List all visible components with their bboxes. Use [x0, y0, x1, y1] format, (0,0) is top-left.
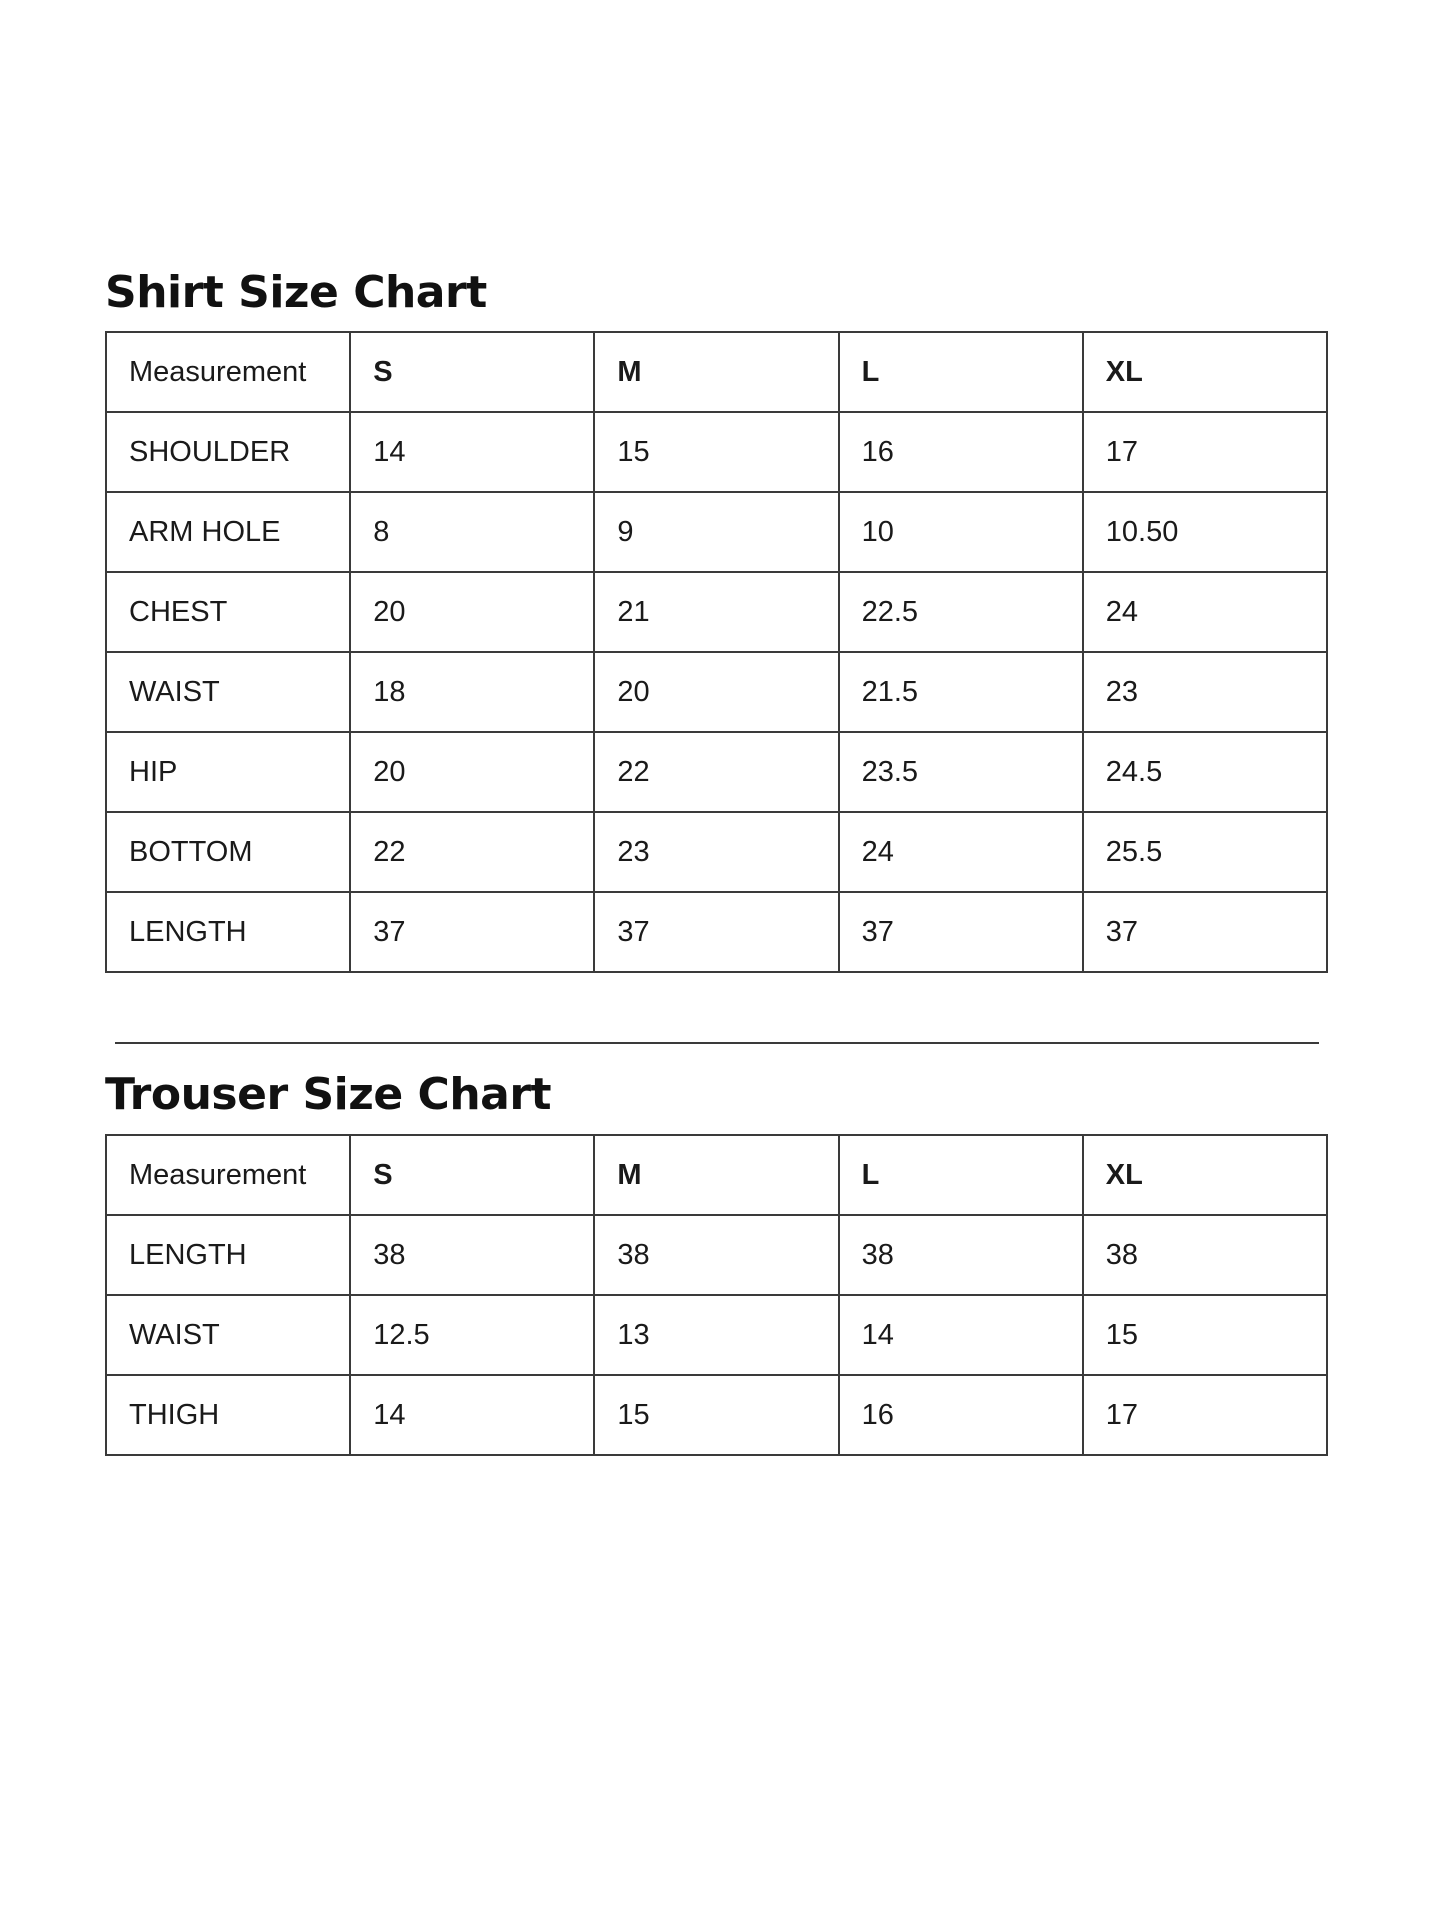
size-value-l: 14 — [839, 1295, 1083, 1375]
header-size-m: M — [594, 1135, 838, 1215]
size-value-m: 9 — [594, 492, 838, 572]
measurement-label: ARM HOLE — [106, 492, 350, 572]
measurement-label: HIP — [106, 732, 350, 812]
header-measurement: Measurement — [106, 1135, 350, 1215]
size-value-m: 23 — [594, 812, 838, 892]
header-measurement: Measurement — [106, 332, 350, 412]
size-value-l: 21.5 — [839, 652, 1083, 732]
measurement-label: SHOULDER — [106, 412, 350, 492]
size-value-xl: 23 — [1083, 652, 1327, 732]
size-value-xl: 15 — [1083, 1295, 1327, 1375]
table-row — [106, 412, 1327, 492]
size-value-m: 15 — [594, 1375, 838, 1455]
table-row — [106, 572, 1327, 652]
size-value-s: 12.5 — [350, 1295, 594, 1375]
size-value-m: 22 — [594, 732, 838, 812]
size-value-xl: 24.5 — [1083, 732, 1327, 812]
table-row — [106, 892, 1327, 972]
header-size-s: S — [350, 332, 594, 412]
table-row — [106, 1215, 1327, 1295]
trouser-size-table — [105, 1134, 1328, 1456]
size-value-s: 18 — [350, 652, 594, 732]
table-header-row — [106, 1135, 1327, 1215]
size-value-xl: 24 — [1083, 572, 1327, 652]
size-value-xl: 10.50 — [1083, 492, 1327, 572]
measurement-label: WAIST — [106, 1295, 350, 1375]
size-value-l: 10 — [839, 492, 1083, 572]
size-value-m: 15 — [594, 412, 838, 492]
header-size-l: L — [839, 332, 1083, 412]
table-row — [106, 1295, 1327, 1375]
size-value-s: 8 — [350, 492, 594, 572]
size-value-l: 22.5 — [839, 572, 1083, 652]
size-value-l: 16 — [839, 412, 1083, 492]
size-value-s: 22 — [350, 812, 594, 892]
size-value-m: 20 — [594, 652, 838, 732]
size-value-s: 20 — [350, 572, 594, 652]
header-size-xl: XL — [1083, 1135, 1327, 1215]
table-header-row — [106, 332, 1327, 412]
size-value-m: 38 — [594, 1215, 838, 1295]
shirt-chart-title: Shirt Size Chart — [105, 267, 487, 318]
size-value-l: 37 — [839, 892, 1083, 972]
size-value-m: 37 — [594, 892, 838, 972]
size-value-l: 16 — [839, 1375, 1083, 1455]
header-size-xl: XL — [1083, 332, 1327, 412]
size-value-m: 13 — [594, 1295, 838, 1375]
trouser-chart-title: Trouser Size Chart — [105, 1069, 552, 1120]
size-value-s: 14 — [350, 1375, 594, 1455]
section-divider — [115, 1042, 1319, 1044]
size-value-xl: 25.5 — [1083, 812, 1327, 892]
table-row — [106, 652, 1327, 732]
size-value-s: 37 — [350, 892, 594, 972]
size-value-xl: 37 — [1083, 892, 1327, 972]
size-value-xl: 38 — [1083, 1215, 1327, 1295]
size-value-s: 38 — [350, 1215, 594, 1295]
table-row — [106, 732, 1327, 812]
size-value-m: 21 — [594, 572, 838, 652]
measurement-label: THIGH — [106, 1375, 350, 1455]
measurement-label: LENGTH — [106, 1215, 350, 1295]
header-size-m: M — [594, 332, 838, 412]
size-value-xl: 17 — [1083, 412, 1327, 492]
measurement-label: LENGTH — [106, 892, 350, 972]
size-value-s: 14 — [350, 412, 594, 492]
table-row — [106, 812, 1327, 892]
header-size-s: S — [350, 1135, 594, 1215]
size-value-l: 38 — [839, 1215, 1083, 1295]
size-value-l: 24 — [839, 812, 1083, 892]
shirt-size-table — [105, 331, 1328, 973]
size-value-s: 20 — [350, 732, 594, 812]
size-value-l: 23.5 — [839, 732, 1083, 812]
size-value-xl: 17 — [1083, 1375, 1327, 1455]
header-size-l: L — [839, 1135, 1083, 1215]
table-row — [106, 492, 1327, 572]
measurement-label: WAIST — [106, 652, 350, 732]
measurement-label: BOTTOM — [106, 812, 350, 892]
table-row — [106, 1375, 1327, 1455]
measurement-label: CHEST — [106, 572, 350, 652]
